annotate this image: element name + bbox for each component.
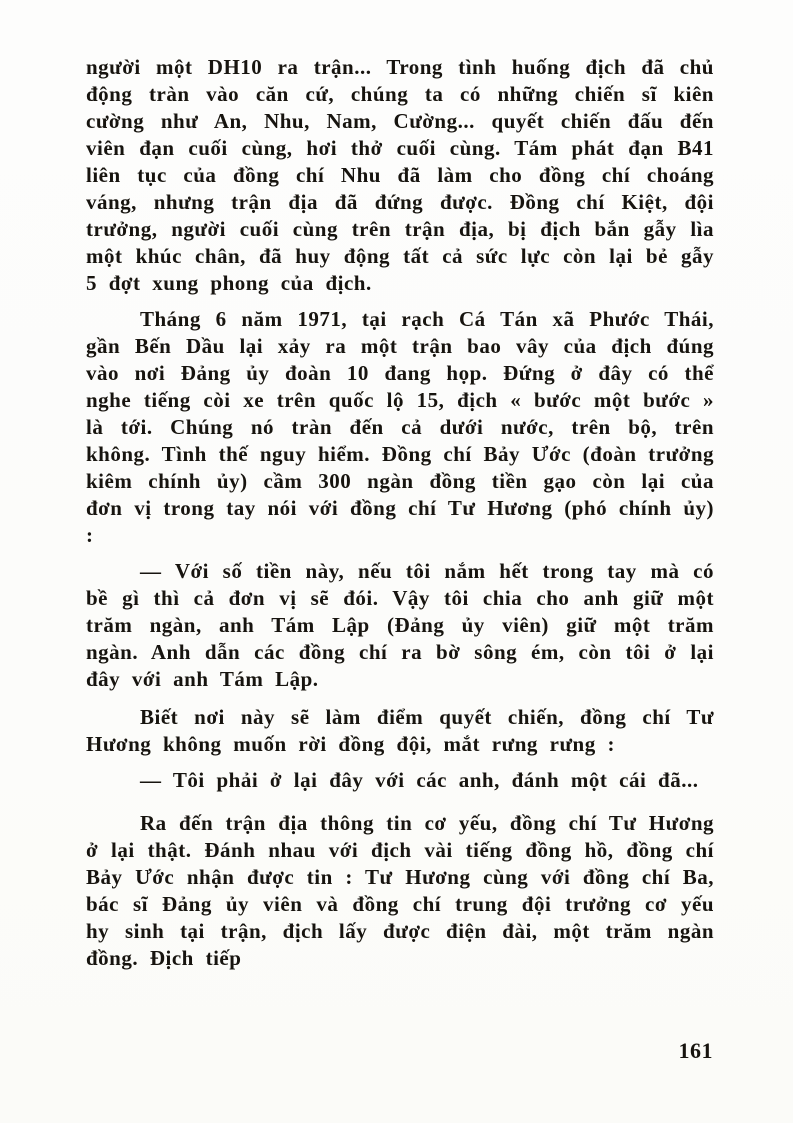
page-text-block <box>86 54 714 981</box>
paragraph-ra-den-tran-dia: Ra đến trận địa thông tin cơ yếu, đồng chí Tư Hương ở lại thật. Đánh nhau với địch vài tiếng đồng hồ, đồng chí Bảy Ước nhận được tin : Tư Hương cùng với đồng chí Ba, bác sĩ Đảng ủy viên và đồng chí trung đội trưởng cơ yếu hy sinh tại trận, địch lấy được điện đài, một trăm ngàn đồng. Địch tiếp <box>86 811 714 970</box>
paragraph-dialogue-toi-phai-o-lai: — Tôi phải ở lại đây với các anh, đánh một cái đã... <box>140 768 699 792</box>
paragraph-biet-noi-nay: Biết nơi này sẽ làm điểm quyết chiến, đồng chí Tư Hương không muốn rời đồng đội, mắt rưng rưng : <box>86 705 714 756</box>
page-number: 161 <box>678 1038 713 1063</box>
paragraph-thang-6-1971: Tháng 6 năm 1971, tại rạch Cá Tán xã Phước Thái, gần Bến Dầu lại xảy ra một trận bao vây của địch đúng vào nơi Đảng ủy đoàn 10 đang họp. Đứng ở đây có thể nghe tiếng còi xe trên quốc lộ 15, địch « bước một bước » là tới. Chúng nó tràn đến cả dưới nước, trên bộ, trên không. Tình thế nguy hiểm. Đồng chí Bảy Ước (đoàn trưởng kiêm chính ủy) cầm 300 ngàn đồng tiền gạo còn lại của đơn vị trong tay nói với đồng chí Tư Hương (phó chính ủy) : <box>86 307 714 547</box>
paragraph-dialogue-voi-so-tien: — Với số tiền này, nếu tôi nắm hết trong tay mà có bề gì thì cả đơn vị sẽ đói. Vậy tôi chia cho anh giữ một trăm ngàn, anh Tám Lập (Đảng ủy viên) giữ một trăm ngàn. Anh dẫn các đồng chí ra bờ sông ém, còn tôi ở lại đây với anh Tám Lập. <box>86 559 714 691</box>
paragraph-continuation: người một DH10 ra trận... Trong tình huống địch đã chủ động tràn vào căn cứ, chúng ta có những chiến sĩ kiên cường như An, Nhu, Nam, Cường... quyết chiến đấu đến viên đạn cuối cùng, hơi thở cuối cùng. Tám phát đạn B41 liên tục của đồng chí Nhu đã làm cho đồng chí choáng váng, nhưng trận địa đã đứng được. Đồng chí Kiệt, đội trưởng, người cuối cùng trên trận địa, bị địch bắn gẫy lìa một khúc chân, đã huy động tất cả sức lực còn lại bẻ gẫy 5 đợt xung phong của địch. <box>86 55 714 295</box>
